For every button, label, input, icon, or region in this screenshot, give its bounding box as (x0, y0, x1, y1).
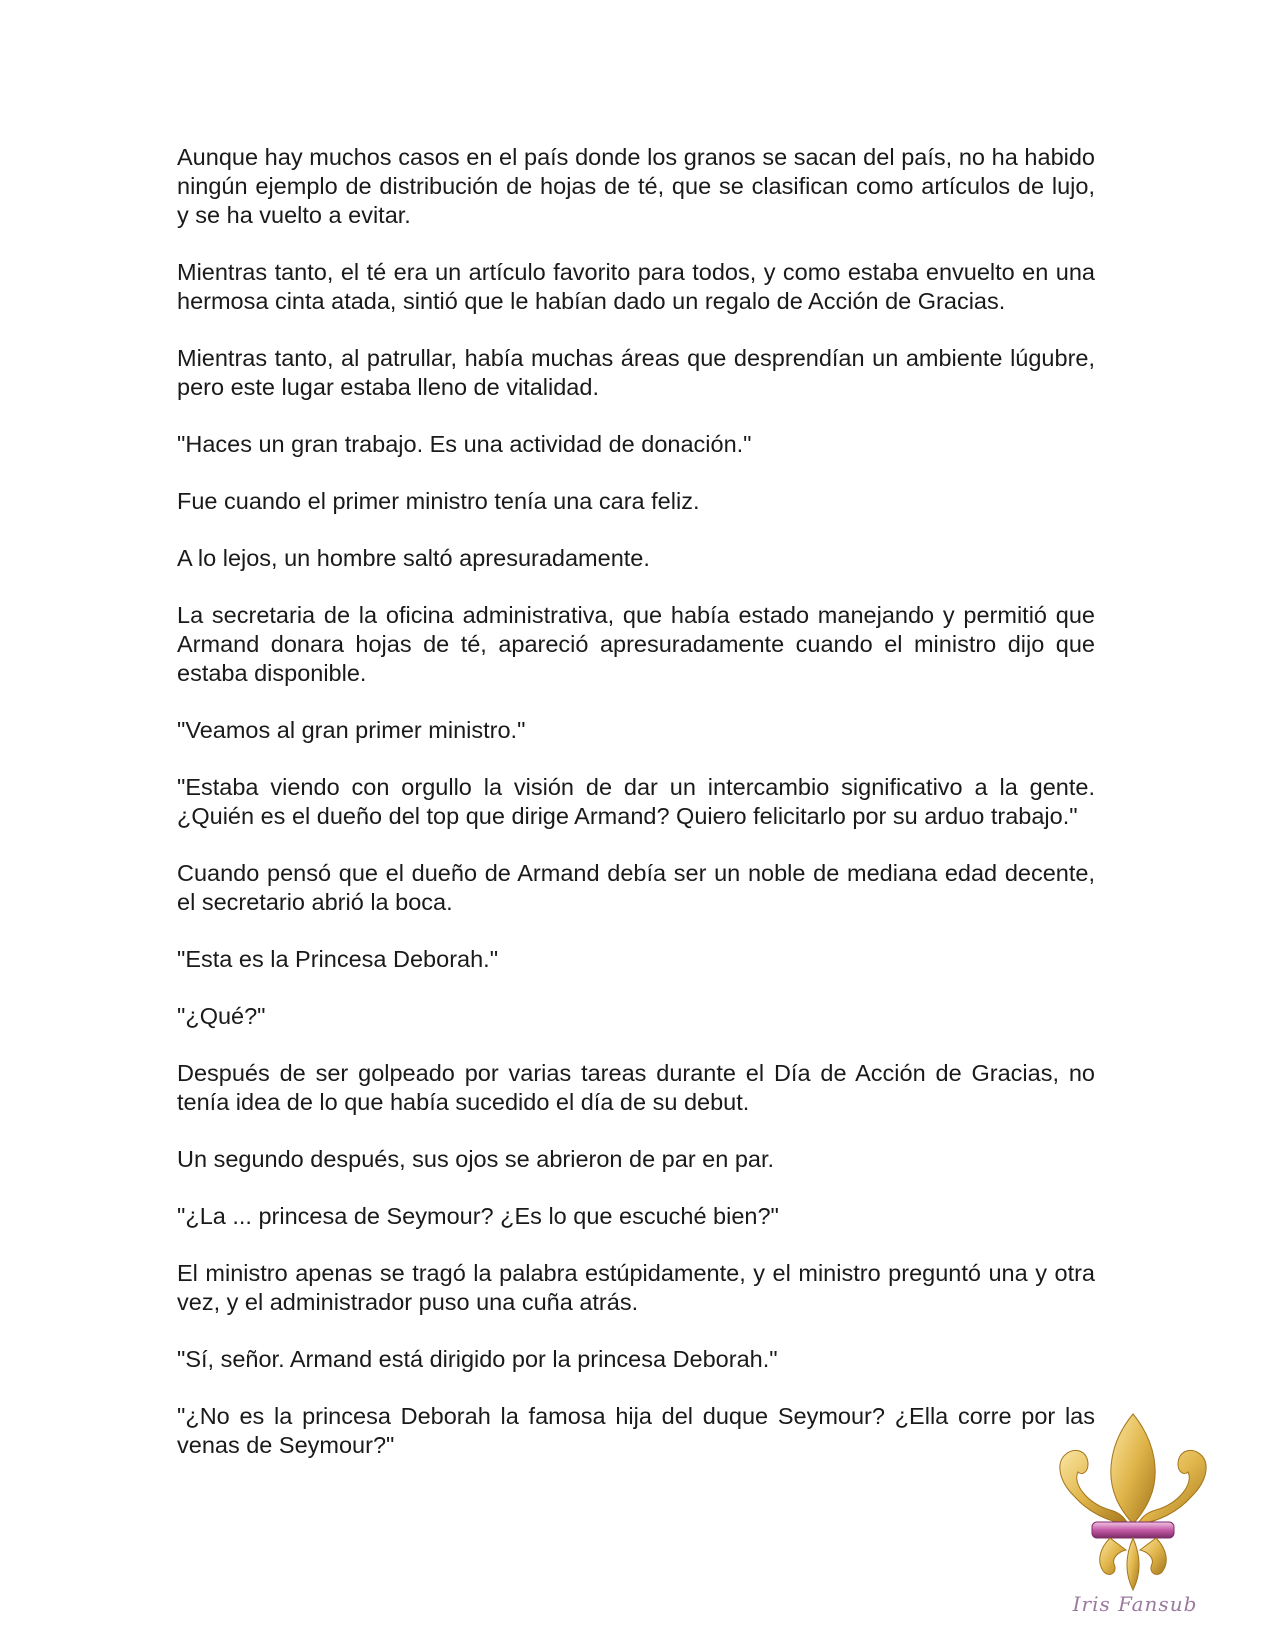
fleur-band (1092, 1522, 1174, 1538)
paragraph-16: El ministro apenas se tragó la palabra estúpidamente, y el ministro preguntó una y otra vez, y el administrador puso una cuña atrás. (177, 1260, 1095, 1315)
paragraph-5: Fue cuando el primer ministro tenía una cara feliz. (177, 488, 700, 514)
paragraph-3: Mientras tanto, al patrullar, había muchas áreas que desprendían un ambiente lúgubre, pero este lugar estaba lleno de vitalidad. (177, 345, 1095, 400)
fleur-de-lis-icon (1048, 1412, 1218, 1612)
paragraph-11: "Esta es la Princesa Deborah." (177, 946, 499, 972)
paragraph-12: "¿Qué?" (177, 1003, 266, 1029)
fleur-lower-right (1140, 1538, 1166, 1574)
paragraph-18: "¿No es la princesa Deborah la famosa hija del duque Seymour? ¿Ella corre por las venas de Seymour?" (177, 1403, 1095, 1458)
paragraph-7: La secretaria de la oficina administrativa, que había estado manejando y permitió que Armand donara hojas de té, apareció apresuradamente cuando el ministro dijo que estaba disponible. (177, 602, 1095, 686)
paragraph-15: "¿La ... princesa de Seymour? ¿Es lo que escuché bien?" (177, 1203, 779, 1229)
fleur-lower-center (1127, 1538, 1139, 1590)
paragraph-2: Mientras tanto, el té era un artículo favorito para todos, y como estaba envuelto en una hermosa cinta atada, sintió que le habían dado un regalo de Acción de Gracias. (177, 259, 1095, 314)
paragraph-17: "Sí, señor. Armand está dirigido por la princesa Deborah." (177, 1346, 778, 1372)
paragraph-1: Aunque hay muchos casos en el país donde los granos se sacan del país, no ha habido ningún ejemplo de distribución de hojas de té, que se clasifican como artículos de lujo, y se ha vuelto a evitar. (177, 144, 1095, 228)
paragraph-10: Cuando pensó que el dueño de Armand debía ser un noble de mediana edad decente, el secretario abrió la boca. (177, 860, 1095, 915)
logo-caption: Iris Fansub (1072, 1592, 1198, 1616)
paragraph-14: Un segundo después, sus ojos se abrieron de par en par. (177, 1146, 775, 1172)
paragraph-4: "Haces un gran trabajo. Es una actividad de donación." (177, 431, 752, 457)
fleur-center-petal (1111, 1414, 1155, 1524)
paragraph-6: A lo lejos, un hombre saltó apresuradamente. (177, 545, 650, 571)
paragraph-8: "Veamos al gran primer ministro." (177, 717, 526, 743)
fleur-lower-left (1100, 1538, 1126, 1574)
paragraph-13: Después de ser golpeado por varias tareas durante el Día de Acción de Gracias, no tenía idea de lo que había sucedido el día de su debut. (177, 1060, 1095, 1115)
paragraph-9: "Estaba viendo con orgullo la visión de dar un intercambio significativo a la gente. ¿Quién es el dueño del top que dirige Armand? Quiero felicitarlo por su arduo trabajo." (177, 774, 1095, 829)
document-body (177, 143, 1095, 1488)
